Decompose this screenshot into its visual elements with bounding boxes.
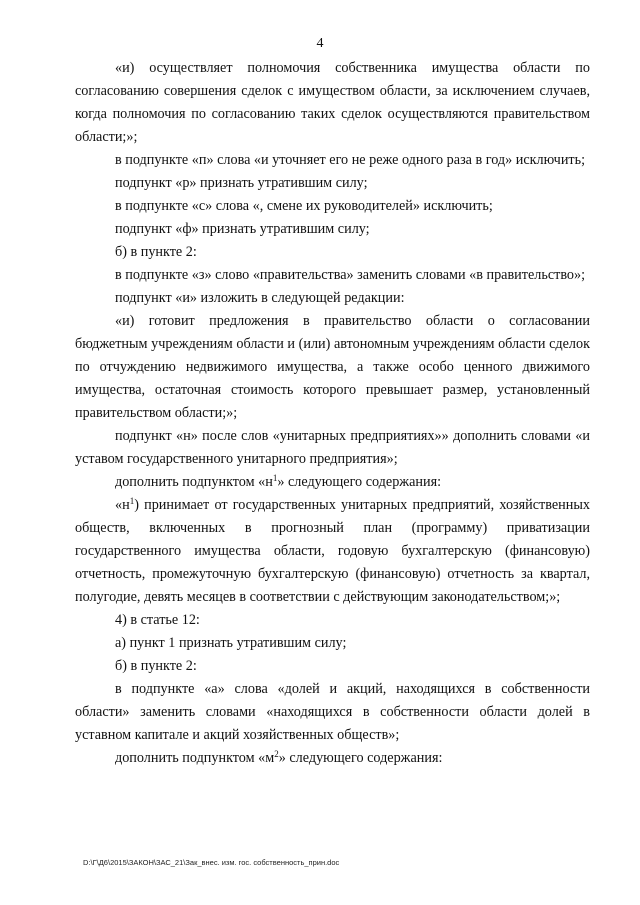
paragraph: «и) осуществляет полномочия собственника имущества области по согласованию совершения сделок с имуществом области, за исключением случаев, когда полномочия по согласованию таких сделок осуществляются правительством области;»;: [75, 60, 590, 145]
paragraph: подпункт «р» признать утратившим силу;: [115, 175, 368, 191]
paragraph-n1-intro: [75, 471, 590, 494]
paragraph: подпункт «и» изложить в следующей редакции:: [115, 290, 405, 306]
paragraph: в подпункте «п» слова «и уточняет его не реже одного раза в год» исключить;: [115, 152, 586, 168]
superscript: 1: [272, 473, 278, 483]
paragraph: подпункт «н» после слов «унитарных предприятиях»» дополнить словами «и уставом государственного унитарного предприятия»;: [75, 428, 590, 467]
paragraph: б) в пункте 2:: [115, 244, 197, 260]
text: » следующего содержания:: [278, 750, 443, 766]
document-body: [75, 57, 590, 770]
superscript: 1: [129, 496, 135, 506]
paragraph: подпункт «ф» признать утратившим силу;: [115, 221, 370, 237]
text: » следующего содержания:: [277, 474, 442, 490]
file-path-footer: D:\Г\Д6\2015\ЗАКОН\ЗАС_21\Зак_внес. изм. гос. собственность_прин.doc: [83, 858, 340, 867]
paragraph: б) в пункте 2:: [115, 658, 197, 674]
paragraph: в подпункте «а» слова «долей и акций, находящихся в собственности области» заменить словами «находящихся в собственности области долей в уставном капитале и акций хозяйственных обществ»;: [75, 681, 590, 743]
paragraph: 4) в статье 12:: [115, 612, 200, 628]
page-number: 4: [316, 36, 324, 51]
paragraph: в подпункте «с» слова «, смене их руководителей» исключить;: [115, 198, 493, 214]
paragraph: в подпункте «з» слово «правительства» заменить словами «в правительство»;: [115, 267, 586, 283]
text: ) принимает от государственных унитарных предприятий, хозяйственных обществ, включенных в прогнозный план (программу) приватизации государственного имущества области, годовую бухгалтерскую (финансовую) отчетность, промежуточную бухгалтерскую (финансовую) отчетность за квартал, полугодие, девять месяцев в соответствии с действующим законодательством;»;: [75, 497, 590, 605]
paragraph-m2-intro: [75, 747, 590, 770]
paragraph: а) пункт 1 признать утратившим силу;: [115, 635, 347, 651]
text: дополнить подпунктом «н: [115, 474, 273, 490]
text: «н: [115, 497, 130, 513]
paragraph: «и) готовит предложения в правительство области о согласовании бюджетным учреждениям области и (или) автономным учреждениям области сделок по отчуждению недвижимого имущества, а также особо ценного движимого имущества, остаточная стоимость которого превышает размер, установленный правительством области;»;: [75, 313, 590, 421]
superscript: 2: [274, 749, 279, 759]
text: дополнить подпунктом «м: [115, 750, 275, 766]
paragraph-n1-text: [75, 494, 590, 609]
